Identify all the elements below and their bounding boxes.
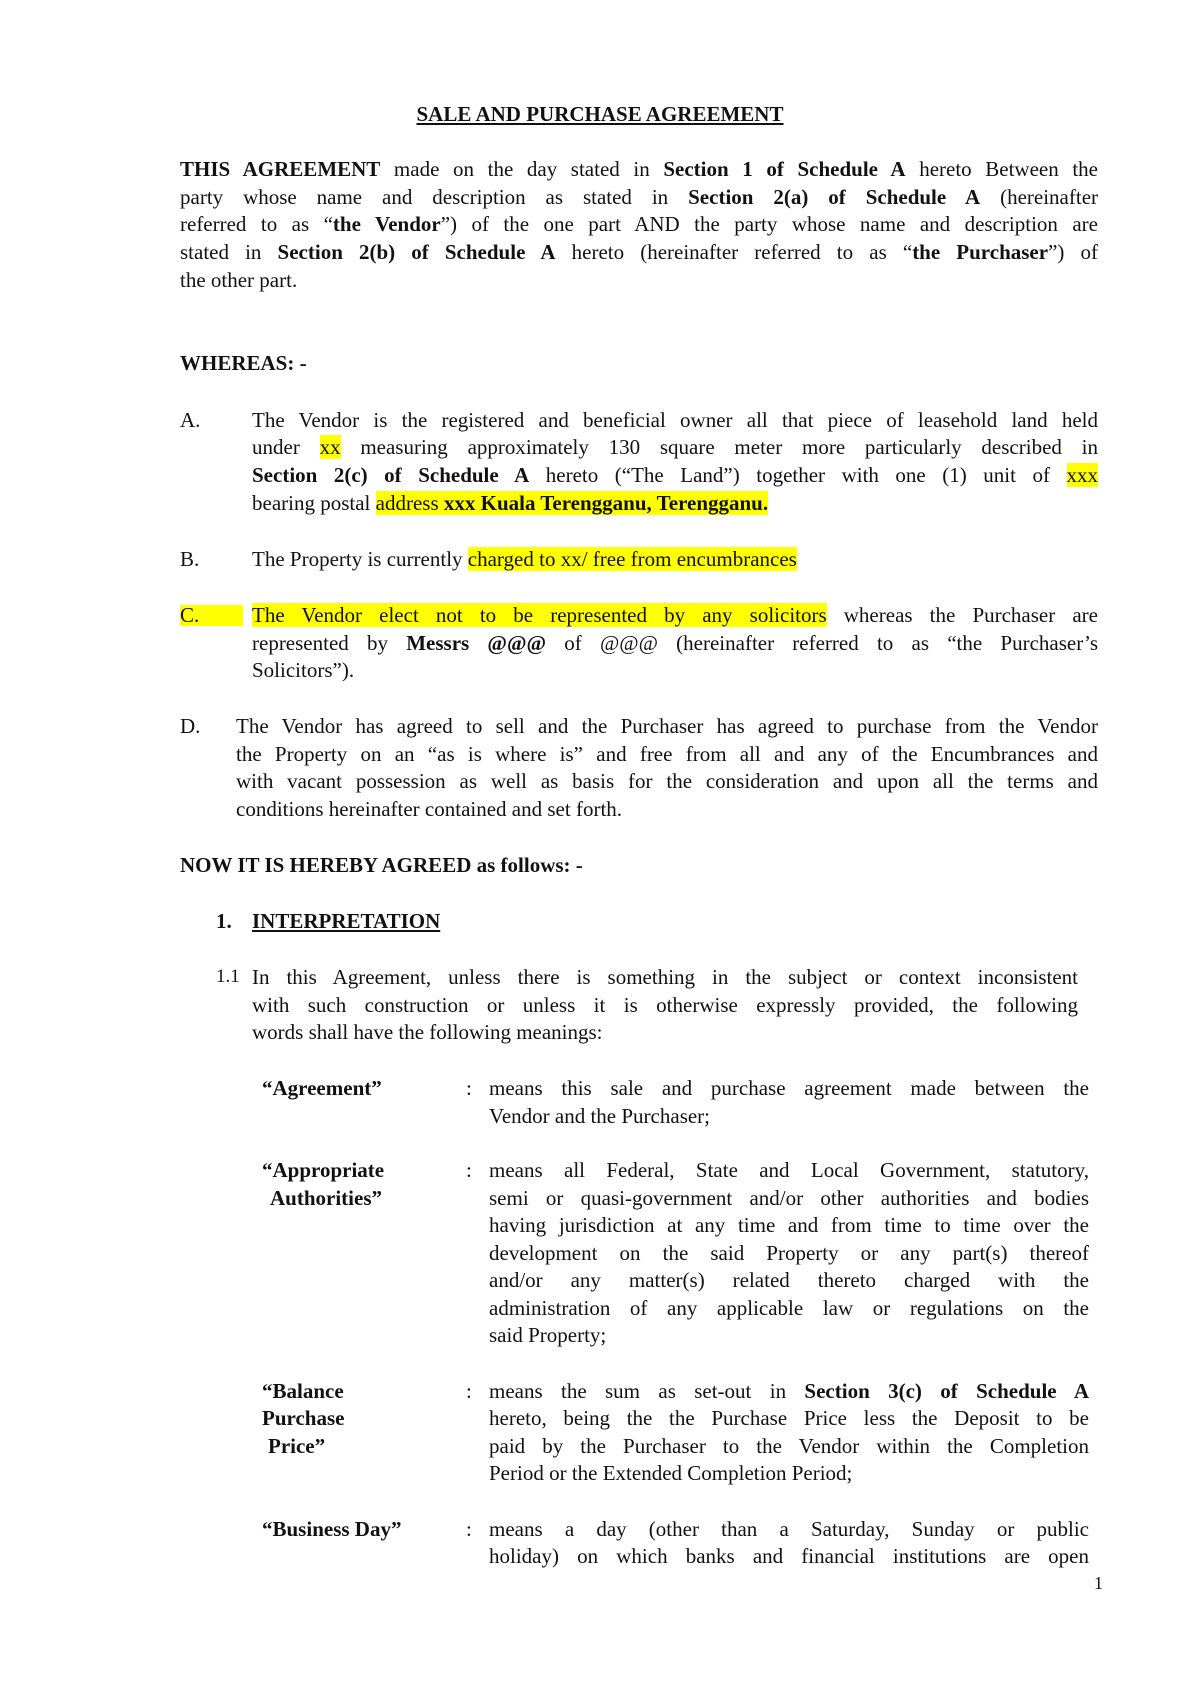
highlight-address: address xxx Kuala Terengganu, Terengganu. [375,491,769,515]
definition-authorities-line-4: development on the said Property or any part(s) thereof [489,1241,1089,1265]
definition-authorities-line-1: means all Federal, State and Local Government, statutory, [489,1158,1089,1182]
recital-d-line-4: conditions hereinafter contained and set forth. [236,797,623,821]
clause-1-1-line-1: In this Agreement, unless there is something in the subject or context inconsistent [252,965,1078,989]
definition-term-authorities: Authorities” [270,1186,382,1210]
highlight-vendor-elect: The Vendor elect not to be represented by any solicitors [252,603,827,627]
definition-term-price: Price” [268,1434,326,1458]
intro-line-1: THIS AGREEMENT made on the day stated in Section 1 of Schedule A hereto Between the [180,157,1099,181]
definition-authorities-line-2: semi or quasi-government and/or other authorities and bodies [489,1186,1089,1210]
recital-d-marker: D. [180,714,201,738]
clause-1-1-number: 1.1 [216,966,240,987]
recital-a-line-1: The Vendor is the registered and beneficial owner all that piece of leasehold land held [252,408,1098,432]
definition-term-balance: “Balance [262,1379,344,1403]
recital-a-line-4: bearing postal address xxx Kuala Terengganu, Terengganu. [252,491,769,515]
definition-agreement-line-1: means this sale and purchase agreement made between the [489,1076,1089,1100]
clause-1-1-line-3: words shall have the following meanings: [252,1020,603,1044]
definition-business-day-line-2: holiday) on which banks and financial institutions are open [489,1544,1089,1568]
agreed-heading: NOW IT IS HEREBY AGREED as follows: - [180,853,583,877]
recital-a-line-2: under xx measuring approximately 130 square meter more particularly described in [252,435,1098,459]
highlight-charged: charged to xx/ free from encumbrances [467,547,797,571]
document-title: SALE AND PURCHASE AGREEMENT [416,102,784,126]
definition-term-purchase: Purchase [262,1406,345,1430]
recital-c-marker: C. [180,605,243,626]
recital-d-line-1: The Vendor has agreed to sell and the Purchaser has agreed to purchase from the Vendor [236,714,1098,738]
definition-colon: : [466,1076,472,1100]
intro-line-2: party whose name and description as stated in Section 2(a) of Schedule A (hereinafter [180,185,1099,209]
definition-colon: : [466,1379,472,1403]
intro-line-4: stated in Section 2(b) of Schedule A hereto (hereinafter referred to as “the Purchaser”) of [180,240,1098,264]
definition-colon: : [466,1517,472,1541]
intro-line-5: the other part. [180,268,298,292]
whereas-heading: WHEREAS: - [180,351,307,375]
recital-b-marker: B. [180,547,200,571]
section-1-heading: INTERPRETATION [252,909,441,933]
intro-line-3: referred to as “the Vendor”) of the one part AND the party whose name and description are [180,212,1098,236]
definition-balance-line-2: hereto, being the the Purchase Price less the Deposit to be [489,1406,1089,1430]
highlight-xx: xx [319,435,341,459]
recital-c-line-3: Solicitors”). [252,658,355,682]
recital-c-line-2: represented by Messrs @@@ of @@@ (hereinafter referred to as “the Purchaser’s [252,631,1098,655]
definition-term-business-day: “Business Day” [262,1517,402,1541]
recital-c-line-1: The Vendor elect not to be represented by any solicitors whereas the Purchaser are [252,603,1098,627]
definition-business-day-line-1: means a day (other than a Saturday, Sunday or public [489,1517,1089,1541]
definition-authorities-line-3: having jurisdiction at any time and from time to time over the [489,1213,1089,1237]
recital-a-line-3: Section 2(c) of Schedule A hereto (“The Land”) together with one (1) unit of xxx [252,463,1098,487]
page-number: 1 [1094,1573,1103,1593]
definition-balance-line-4: Period or the Extended Completion Period; [489,1461,853,1485]
clause-1-1-line-2: with such construction or unless it is otherwise expressly provided, the following [252,993,1078,1017]
recital-a-marker: A. [180,408,201,432]
definition-balance-line-1: means the sum as set-out in Section 3(c) of Schedule A [489,1379,1089,1403]
definition-balance-line-3: paid by the Purchaser to the Vendor within the Completion [489,1434,1089,1458]
definition-authorities-line-5: and/or any matter(s) related thereto charged with the [489,1268,1089,1292]
recital-d-line-2: the Property on an “as is where is” and free from all and any of the Encumbrances and [236,742,1098,766]
definition-term-appropriate: “Appropriate [262,1158,385,1182]
recital-b-line-1: The Property is currently charged to xx/ free from encumbrances [252,547,797,571]
section-1-number: 1. [216,909,232,933]
definition-agreement-line-2: Vendor and the Purchaser; [489,1104,711,1128]
definition-authorities-line-6: administration of any applicable law or regulations on the [489,1296,1089,1320]
definition-term-agreement: “Agreement” [262,1076,382,1100]
definition-authorities-line-7: said Property; [489,1323,607,1347]
highlight-xxx: xxx [1066,463,1098,487]
definition-colon: : [466,1158,472,1182]
recital-d-line-3: with vacant possession as well as basis for the consideration and upon all the terms and [236,769,1098,793]
